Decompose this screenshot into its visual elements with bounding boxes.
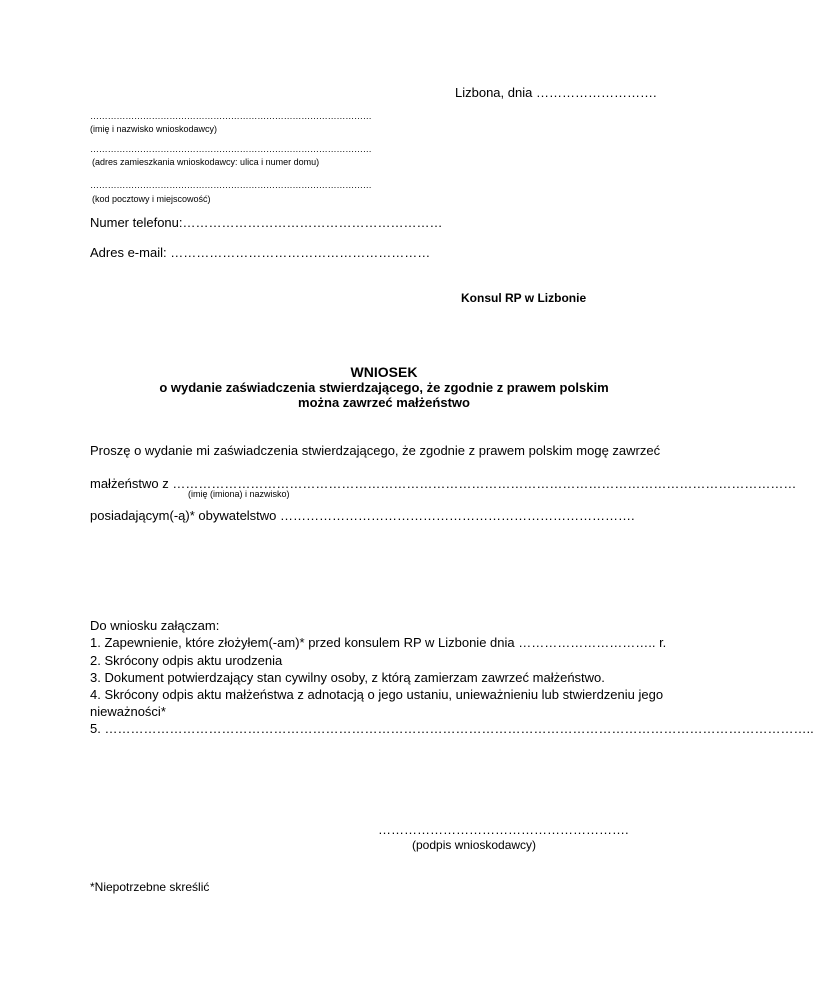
- spouse-name-caption: (imię (imiona) i nazwisko): [188, 489, 290, 499]
- signature-caption: (podpis wnioskodawcy): [412, 838, 537, 852]
- attachments-heading: Do wniosku załączam:: [90, 618, 220, 633]
- attachment-item-5: 5. ………………………………………………………………………………………………………………………………………………..: [90, 721, 814, 736]
- attachment-item-3: 3. Dokument potwierdzający stan cywilny osoby, z którą zamierzam zawrzeć małżeństwo.: [90, 670, 605, 685]
- document-title: WNIOSEK: [350, 364, 418, 380]
- request-line-1: Proszę o wydanie mi zaświadczenia stwierdzającego, że zgodnie z prawem polskim mogę zawrzeć: [90, 443, 661, 458]
- footnote: *Niepotrzebne skreślić: [90, 880, 210, 894]
- applicant-postal-caption: (kod pocztowy i miejscowość): [92, 194, 211, 204]
- request-line-3: posiadającym(-ą)* obywatelstwo ……………………………………………………………………….: [90, 508, 635, 523]
- attachment-item-2: 2. Skrócony odpis aktu urodzenia: [90, 653, 283, 668]
- request-line-2: małżeństwo z ………………………………………………………………………………………………………………………………: [90, 476, 797, 491]
- applicant-name-field: ……………………………………………………………………………………: [90, 111, 372, 121]
- recipient: Konsul RP w Lizbonie: [461, 291, 587, 305]
- attachment-item-4-continuation: nieważności*: [90, 704, 166, 719]
- attachment-item-1: 1. Zapewnienie, które złożyłem(-am)* przed konsulem RP w Lizbonie dnia ………………………….. r.: [90, 635, 667, 650]
- document-subtitle-line2: można zawrzeć małżeństwo: [298, 395, 470, 410]
- applicant-name-caption: (imię i nazwisko wnioskodawcy): [90, 124, 218, 134]
- place-date: Lizbona, dnia ……………………….: [455, 85, 657, 100]
- applicant-address-field: ……………………………………………………………………………………: [90, 144, 372, 154]
- attachment-item-4: 4. Skrócony odpis aktu małżeństwa z adnotacją o jego ustaniu, unieważnieniu lub stwierdzeniu jego: [90, 687, 664, 702]
- phone-line: Numer telefonu:……………………………………………………: [90, 215, 443, 230]
- applicant-address-caption: (adres zamieszkania wnioskodawcy: ulica i numer domu): [92, 157, 320, 167]
- signature-line: ………………………………………………….: [378, 822, 629, 837]
- applicant-postal-field: ……………………………………………………………………………………: [90, 180, 372, 190]
- document-subtitle-line1: o wydanie zaświadczenia stwierdzającego, że zgodnie z prawem polskim: [159, 380, 609, 395]
- email-line: Adres e-mail: ……………………………………………………: [90, 245, 431, 260]
